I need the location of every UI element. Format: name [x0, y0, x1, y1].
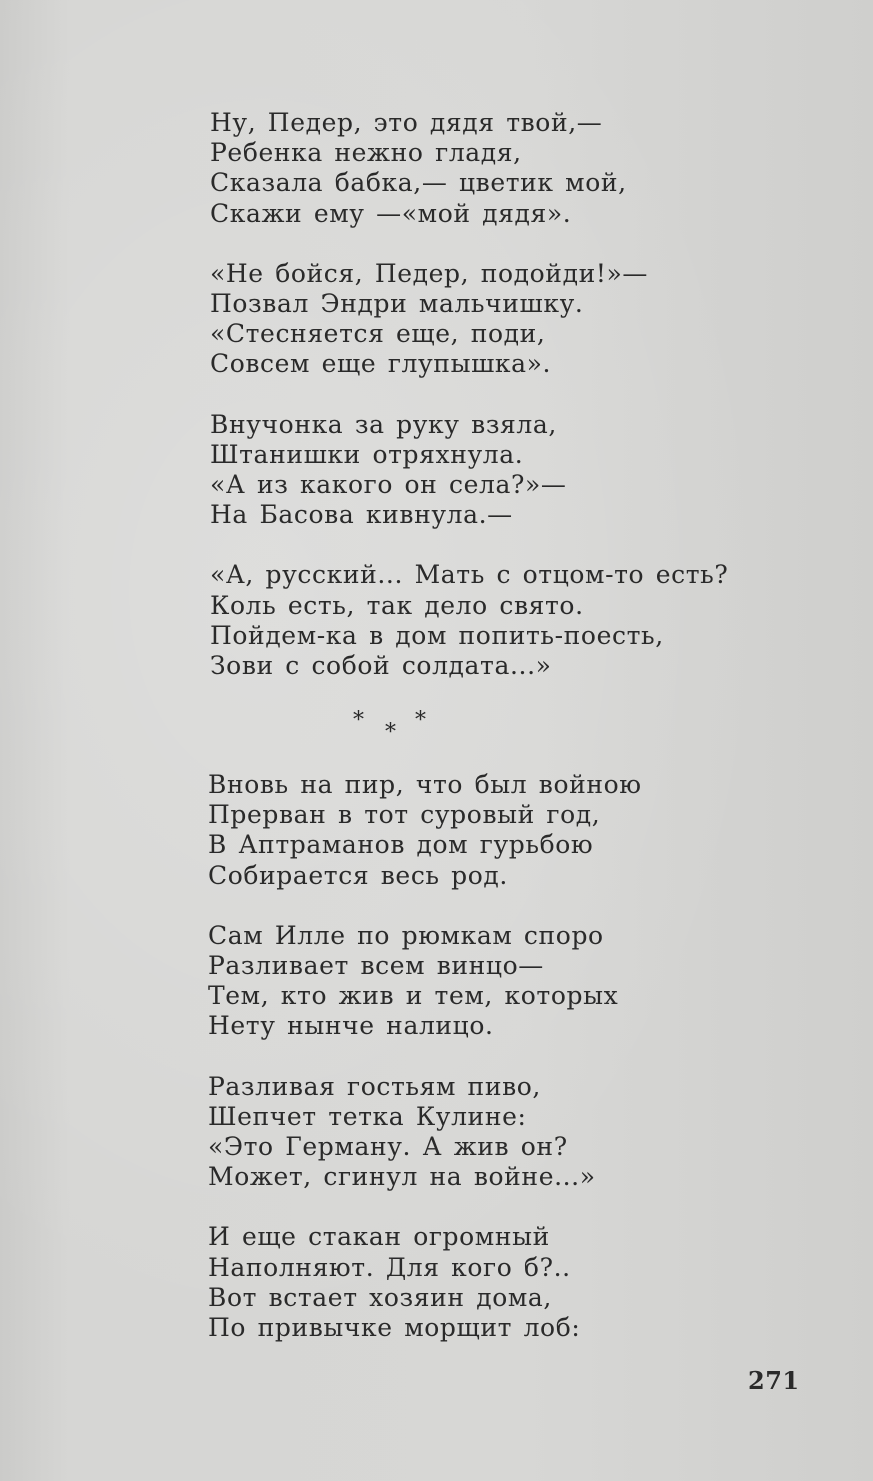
poem-line: Нету нынче налицо. [208, 1011, 494, 1041]
poem-line: Вот встает хозяин дома, [208, 1282, 552, 1312]
poem-line: По привычке морщит лоб: [208, 1313, 581, 1343]
stanza [208, 770, 810, 891]
stanza [210, 259, 810, 380]
stanza [208, 1222, 810, 1343]
stanza-gap [210, 229, 810, 259]
page-number: 271 [748, 1366, 800, 1395]
section-separator [345, 708, 445, 748]
stanza-gap [210, 1192, 810, 1222]
poem-line: Может, сгинул на войне...» [208, 1162, 596, 1192]
poem-line: В Аптраманов дом гурьбою [208, 830, 594, 860]
poem-line: Тем, кто жив и тем, которых [208, 981, 619, 1011]
poem-line: Штанишки отряхнула. [210, 439, 524, 469]
poem-part-2 [210, 770, 810, 1343]
poem-line: Вновь на пир, что был войною [208, 770, 642, 799]
poem-line: «Стесняется еще, поди, [210, 319, 546, 349]
poem-line: Сказала бабка,— цветик мой, [210, 168, 627, 198]
stanza-gap [210, 530, 810, 560]
poem-line: «А, русский... Мать с отцом-то есть? [210, 560, 729, 590]
poem-line: Ребенка нежно гладя, [210, 138, 522, 168]
poem-line: Прерван в тот суровый год, [208, 800, 601, 830]
poem-line: Зови с собой солдата...» [210, 651, 552, 681]
poem-line: Ну, Педер, это дядя твой,— [210, 108, 603, 137]
stanza [210, 560, 810, 681]
poem-line: «Это Герману. А жив он? [208, 1132, 568, 1162]
poem-line: «А из какого он села?»— [210, 470, 567, 500]
poem-line: Внучонка за руку взяла, [210, 409, 557, 439]
poem-line: Скажи ему —«мой дядя». [210, 198, 572, 228]
asterisk: * [353, 708, 364, 733]
poem-line: Совсем еще глупышка». [210, 349, 552, 379]
poem-line: Позвал Эндри мальчишку. [210, 289, 584, 319]
poem-line: «Не бойся, Педер, подойди!»— [210, 258, 648, 288]
poem-part-1 [210, 108, 810, 681]
asterisk: * [415, 708, 426, 733]
poem-line: Разливая гостьям пиво, [208, 1071, 541, 1101]
poem-line: Собирается весь род. [208, 860, 508, 890]
stanza [208, 1072, 810, 1193]
poem-line: Пойдем-ка в дом попить-поесть, [210, 620, 664, 650]
poem-line: Сам Илле по рюмкам споро [208, 920, 604, 950]
poem-line: Коль есть, так дело свято. [210, 590, 584, 620]
stanza [208, 921, 810, 1042]
poem-line: Разливает всем винцо— [208, 951, 544, 981]
stanza [210, 410, 810, 531]
stanza [210, 108, 810, 229]
stanza-gap [210, 380, 810, 410]
poem-line: Шепчет тетка Кулине: [208, 1101, 527, 1131]
stanza-gap [210, 1042, 810, 1072]
poem-line: Наполняют. Для кого б?.. [208, 1252, 571, 1282]
poem-line: На Басова кивнула.— [210, 500, 513, 530]
asterisk: * [385, 720, 396, 745]
poem-line: И еще стакан огромный [208, 1222, 550, 1252]
stanza-gap [210, 891, 810, 921]
